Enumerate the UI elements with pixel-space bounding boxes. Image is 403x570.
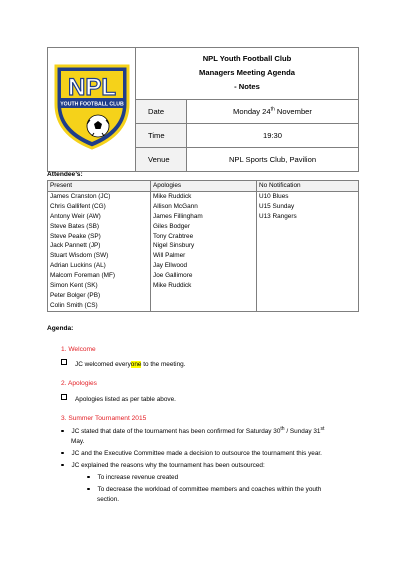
reason-revenue: To increase revenue created <box>87 474 178 481</box>
checkbox-bullet-icon <box>61 359 67 365</box>
attendee-present: Steve Bates (SB) <box>48 222 151 232</box>
attendee-present: Jack Pannett (JP) <box>48 241 151 251</box>
attendee-row <box>48 301 359 311</box>
attendee-no-notification <box>257 261 359 271</box>
tournament-bullet-outsource: JC and the Executive Committee made a decision to outsource the tournament this year. <box>61 450 322 457</box>
agenda-heading: Agenda: <box>47 325 74 332</box>
highlighted-text: one <box>130 361 142 368</box>
club-logo-cell <box>48 48 136 172</box>
attendee-row <box>48 251 359 261</box>
attendee-row <box>48 202 359 212</box>
attendee-no-notification: U10 Blues <box>257 191 359 201</box>
attendee-apology: Allison McGann <box>151 202 257 212</box>
attendee-present: James Cranston (JC) <box>48 191 151 201</box>
logo-band-text: YOUTH FOOTBALL CLUB <box>60 101 124 108</box>
col-apologies: Apologies <box>151 181 257 192</box>
agenda-item-summer-tournament: 3. Summer Tournament 2015 <box>61 415 147 422</box>
attendee-apology: Will Palmer <box>151 251 257 261</box>
attendee-no-notification <box>257 271 359 281</box>
attendee-present: Chris Gallifent (CG) <box>48 202 151 212</box>
title-line-club: NPL Youth Football Club <box>202 54 292 64</box>
attendee-present: Adrian Luckins (AL) <box>48 261 151 271</box>
time-label: Time <box>136 123 187 147</box>
agenda-item-welcome: 1. Welcome <box>61 346 96 353</box>
logo-npl-text: NPL <box>68 74 116 101</box>
attendees-table <box>47 180 359 312</box>
attendee-apology: Jay Ellwood <box>151 261 257 271</box>
attendee-row <box>48 212 359 222</box>
attendee-row <box>48 222 359 232</box>
title-line-notes: - Notes <box>234 82 260 92</box>
attendee-row <box>48 232 359 242</box>
bullet-icon <box>61 430 64 433</box>
apologies-note: Apologies listed as per table above. <box>61 394 176 403</box>
tournament-bullet-reasons: JC explained the reasons why the tournament has been outsourced: <box>61 462 265 469</box>
sub-bullet-icon <box>87 488 90 491</box>
attendee-apology: James Fillingham <box>151 212 257 222</box>
attendee-no-notification <box>257 301 359 311</box>
time-value: 19:30 <box>187 123 359 147</box>
attendee-no-notification <box>257 251 359 261</box>
bullet-icon <box>61 464 64 467</box>
reason-workload: To decrease the workload of committee members and coaches within the youth <box>87 486 321 493</box>
meeting-title <box>136 48 359 100</box>
agenda-item-apologies: 2. Apologies <box>61 380 97 387</box>
venue-value: NPL Sports Club, Pavilion <box>187 147 359 171</box>
attendee-row <box>48 291 359 301</box>
sub-bullet-icon <box>87 476 90 479</box>
attendee-present: Steve Peake (SP) <box>48 232 151 242</box>
attendee-present: Malcom Foreman (MF) <box>48 271 151 281</box>
attendee-no-notification <box>257 241 359 251</box>
date-value: Monday 24th November <box>187 99 359 123</box>
attendee-present: Peter Bolger (PB) <box>48 291 151 301</box>
attendee-present: Colin Smith (CS) <box>48 301 151 311</box>
attendee-apology <box>151 301 257 311</box>
attendees-heading: Attendee’s: <box>47 171 83 178</box>
attendee-no-notification <box>257 232 359 242</box>
bullet-icon <box>61 452 64 455</box>
title-line-meeting: Managers Meeting Agenda <box>199 68 295 78</box>
meeting-header-table <box>47 47 359 172</box>
attendee-row <box>48 241 359 251</box>
attendee-no-notification <box>257 291 359 301</box>
col-no-notification: No Notification <box>257 181 359 192</box>
attendee-row <box>48 191 359 201</box>
attendee-present: Stuart Wisdom (SW) <box>48 251 151 261</box>
tournament-bullet-dates: JC stated that date of the tournament has been confirmed for Saturday 30th / Sunday 31st <box>61 428 324 435</box>
attendee-apology: Mike Ruddick <box>151 191 257 201</box>
attendee-apology: Mike Ruddick <box>151 281 257 291</box>
attendee-no-notification <box>257 281 359 291</box>
reason-workload-cont: section. <box>97 496 120 503</box>
attendee-apology: Nigel Sinsbury <box>151 241 257 251</box>
attendee-row <box>48 281 359 291</box>
attendee-no-notification <box>257 222 359 232</box>
tournament-bullet-dates-cont: May. <box>71 438 85 445</box>
checkbox-bullet-icon <box>61 394 67 400</box>
col-present: Present <box>48 181 151 192</box>
attendee-present: Antony Weir (AW) <box>48 212 151 222</box>
attendee-present: Simon Kent (SK) <box>48 281 151 291</box>
attendee-row <box>48 271 359 281</box>
attendee-apology: Tony Crabtree <box>151 232 257 242</box>
date-label: Date <box>136 99 187 123</box>
welcome-note: JC welcomed everyone to the meeting. <box>61 359 186 368</box>
attendee-apology <box>151 291 257 301</box>
attendee-no-notification: U13 Rangers <box>257 212 359 222</box>
venue-label: Venue <box>136 147 187 171</box>
club-crest-logo <box>52 60 132 152</box>
attendee-row <box>48 261 359 271</box>
attendee-apology: Giles Bodger <box>151 222 257 232</box>
attendee-no-notification: U15 Sunday <box>257 202 359 212</box>
attendee-apology: Joe Gallimore <box>151 271 257 281</box>
